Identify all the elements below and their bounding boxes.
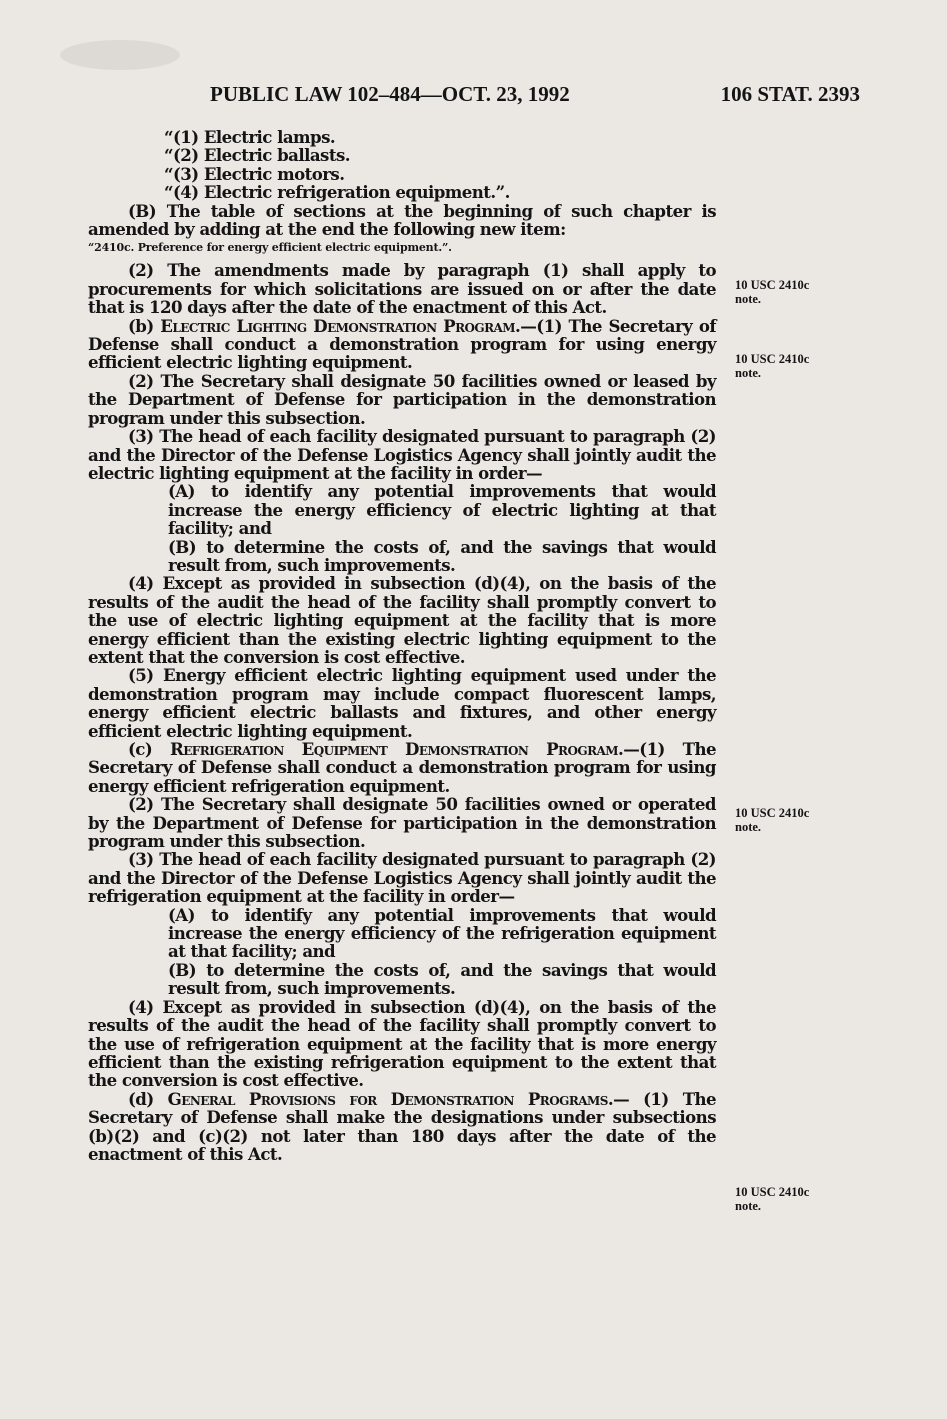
- list-item-ballasts: “(2) Electric ballasts.: [164, 145, 350, 166]
- subsection-c-heading: Refrigeration Equipment Demonstration Program.: [169, 739, 624, 759]
- paragraph-b3B: (B) to determine the costs of, and the savings that would result from, such improvements.: [168, 536, 716, 575]
- margin-note-2-cite: 10 USC 2410c: [735, 352, 810, 366]
- margin-note-4-cite: 10 USC 2410c: [735, 1185, 810, 1199]
- subsection-b-heading: Electric Lighting Demonstration Program.: [160, 315, 521, 336]
- margin-note-4-note: note.: [735, 1199, 762, 1213]
- subsection-c-text: —(1) The Secretary of Defense shall conduct a demonstration program for using energy efficient refrigeration equipment.: [88, 739, 716, 796]
- subsection-c-lead: (c): [128, 739, 170, 759]
- subsection-d-heading: General Provisions for Demonstration Programs.: [167, 1088, 614, 1109]
- paragraph-c3: (3) The head of each facility designated pursuant to paragraph (2) and the Director of the Defense Logistics Agency shall jointly audit the refrigeration equipment at the facility in order—: [88, 849, 716, 907]
- paper-smudge: [60, 40, 180, 70]
- margin-note-4: [735, 1185, 855, 1213]
- paragraph-c4: (4) Except as provided in subsection (d)(4), on the basis of the results of the audit the head of the facility shall promptly convert to the use of refrigeration equipment at the facility that is more energy efficient than the existing refrigeration equipment to the extent that the conversion is cost effective.: [88, 996, 716, 1091]
- paragraph-b4: (4) Except as provided in subsection (d)(4), on the basis of the results of the audit the head of the facility shall promptly convert to the use of electric lighting equipment at the facility that is more energy efficient than the existing electric lighting equipment to the extent that the conversion is cost effective.: [88, 573, 716, 667]
- margin-note-1-cite: 10 USC 2410c: [735, 278, 810, 292]
- list-item-lamps: “(1) Electric lamps.: [164, 127, 336, 147]
- statute-body: [88, 128, 716, 1163]
- margin-note-3: [735, 806, 855, 834]
- subsection-d-lead: (d): [128, 1088, 168, 1109]
- subsection-b: [88, 317, 716, 372]
- paragraph-c3B: (B) to determine the costs of, and the savings that would result from, such improvements.: [168, 959, 716, 999]
- margin-note-3-cite: 10 USC 2410c: [735, 806, 810, 820]
- subsection-c: [88, 740, 716, 795]
- margin-note-2: [735, 352, 855, 380]
- header-stat-page: 106 STAT. 2393: [720, 82, 860, 106]
- paragraph-b2: (2) The Secretary shall designate 50 facilities owned or leased by the Department of Defense for participation in the demonstration program under this subsection.: [88, 370, 716, 428]
- subsection-b-text: —(1) The Secretary of Defense shall conduct a demonstration program for using energy efficient electric lighting equipment.: [88, 315, 717, 373]
- subsection-b-lead: (b): [128, 315, 161, 336]
- paragraph-b3: (3) The head of each facility designated pursuant to paragraph (2) and the Director of the Defense Logistics Agency shall jointly audit the electric lighting equipment at the facility in order—: [88, 426, 716, 483]
- paragraph-c3A: (A) to identify any potential improvements that would increase the energy efficiency of the refrigeration equipment at that facility; and: [168, 904, 716, 962]
- margin-note-2-note: note.: [735, 366, 762, 380]
- list-item-motors: “(3) Electric motors.: [164, 163, 345, 184]
- paragraph-b5: (5) Energy efficient electric lighting equipment used under the demonstration program may include compact fluorescent lamps, energy efficient electric ballasts and fixtures, and other energy efficient electric lighting equipment.: [88, 665, 716, 741]
- paragraph-c2: (2) The Secretary shall designate 50 facilities owned or operated by the Department of Defense for participation in the demonstration program under this subsection.: [88, 794, 716, 852]
- margin-note-3-note: note.: [735, 820, 762, 834]
- paragraph-2: (2) The amendments made by paragraph (1) shall apply to procurements for which solicitations are issued on or after the date that is 120 days after the date of the enactment of this Act.: [88, 260, 716, 318]
- table-item-2410c: “2410c. Preference for energy efficient electric equipment.”.: [88, 241, 452, 255]
- header-law-citation: PUBLIC LAW 102–484—OCT. 23, 1992: [210, 82, 570, 106]
- margin-note-1-note: note.: [735, 292, 762, 306]
- subsection-d: [88, 1090, 716, 1164]
- paragraph-B: (B) The table of sections at the beginning of such chapter is amended by adding at the end the following new item:: [88, 200, 716, 240]
- margin-note-1: [735, 278, 855, 306]
- paragraph-b3A: (A) to identify any potential improvements that would increase the energy efficiency of electric lighting at that facility; and: [168, 481, 716, 539]
- subsection-d-text: — (1) The Secretary of Defense shall make the designations under subsections (b)(2) and (c)(2) not later than 180 days after the date of the enactment of this Act.: [88, 1088, 717, 1164]
- list-item-refrigeration: “(4) Electric refrigeration equipment.”.: [164, 182, 510, 203]
